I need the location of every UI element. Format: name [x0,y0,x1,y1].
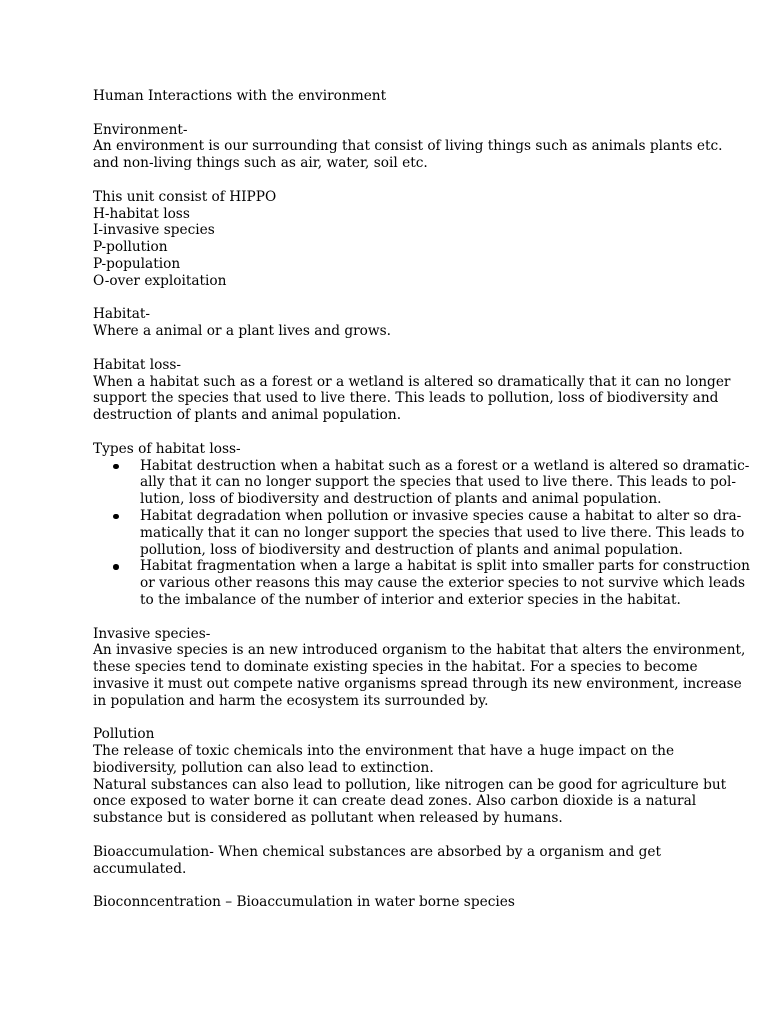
paragraph-line: invasive it must out compete native organisms spread through its new environment, increase [93,675,742,692]
section-heading: Invasive species- [93,625,211,642]
paragraph-line: An environment is our surrounding that consist of living things such as animals plants etc. [93,138,723,155]
section-heading: Habitat- [93,306,151,323]
paragraph-line: Bioconncentration – Bioaccumulation in water borne species [93,894,515,911]
spacer [93,340,683,357]
section-invasive-species [93,625,746,710]
bullet-line: matically that it can no longer support the species that used to live there. This leads to [140,524,745,541]
bullet-line: Habitat destruction when a habitat such as a forest or a wetland is altered so dramatic- [140,457,750,474]
paragraph-line: Bioaccumulation- When chemical substances are absorbed by a organism and get [93,843,662,860]
bullet-line: ally that it can no longer support the species that used to live there. This leads to pol- [140,474,737,491]
paragraph-line: destruction of plants and animal population. [93,407,402,424]
spacer [93,424,683,441]
section-heading: Types of habitat loss- [93,440,241,457]
spacer [93,609,683,626]
bullet-line: pollution, loss of biodiversity and destruction of plants and animal population. [140,541,683,558]
section-pollution [93,726,727,827]
hippo-item: I-invasive species [93,222,215,239]
bullet-item-fragmentation [93,558,750,608]
paragraph-line: An invasive species is an new introduced organism to the habitat that alters the environment, [93,642,746,659]
document-body [93,88,750,911]
section-environment [93,121,723,172]
paragraph-line: When a habitat such as a forest or a wetland is altered so dramatically that it can no longer [93,373,731,390]
paragraph-line: The release of toxic chemicals into the environment that have a huge impact on the [93,743,675,760]
paragraph-line: substance but is considered as pollutant when released by humans. [93,810,563,827]
section-heading: Environment- [93,121,188,138]
section-bioaccumulation [93,844,683,878]
section-heading: Pollution [93,726,155,743]
bullet-line: Habitat fragmentation when a large a habitat is split into smaller parts for construction [140,558,750,575]
hippo-item: O-over exploitation [93,272,227,289]
section-habitat [93,306,683,340]
paragraph-line: biodiversity, pollution can also lead to extinction. [93,759,434,776]
paragraph-line: Where a animal or a plant lives and grows. [93,323,392,340]
paragraph-line: accumulated. [93,860,187,877]
paragraph-line: Natural substances can also lead to pollution, like nitrogen can be good for agriculture but [93,776,727,793]
spacer [93,290,683,307]
spacer [93,709,683,726]
bullet-item-destruction [93,457,750,508]
section-habitat-loss [93,356,731,424]
paragraph-line: and non-living things such as air, water, soil etc. [93,155,428,172]
section-hippo [93,189,683,290]
paragraph-line: these species tend to dominate existing species in the habitat. For a species to become [93,659,698,676]
section-bioconcentration [93,894,683,911]
spacer [93,105,683,122]
section-types-of-habitat-loss [93,440,750,609]
bullet-item-degradation [93,507,745,558]
spacer [93,877,683,894]
bullet-list [93,457,750,609]
hippo-item: P-population [93,255,181,272]
hippo-intro: This unit consist of HIPPO [93,188,277,205]
paragraph-line: once exposed to water borne it can create dead zones. Also carbon dioxide is a natural [93,793,697,810]
bullet-line: lution, loss of biodiversity and destruction of plants and animal population. [140,491,662,508]
bullet-icon [113,464,119,470]
bullet-line: Habitat degradation when pollution or invasive species cause a habitat to alter so dra- [140,507,742,524]
bullet-icon [113,514,119,520]
hippo-item: P-pollution [93,239,168,256]
paragraph-line: support the species that used to live there. This leads to pollution, loss of biodiversity and [93,390,719,407]
bullet-line: or various other reasons this may cause the exterior species to not survive which leads [140,575,746,592]
bullet-line: to the imbalance of the number of interior and exterior species in the habitat. [140,591,681,608]
spacer [93,827,683,844]
spacer [93,172,683,189]
paragraph-line: in population and harm the ecosystem its surrounded by. [93,692,489,709]
hippo-item: H-habitat loss [93,205,190,222]
bullet-icon [113,564,119,570]
section-heading: Habitat loss- [93,356,182,373]
document-title: Human Interactions with the environment [93,88,387,104]
